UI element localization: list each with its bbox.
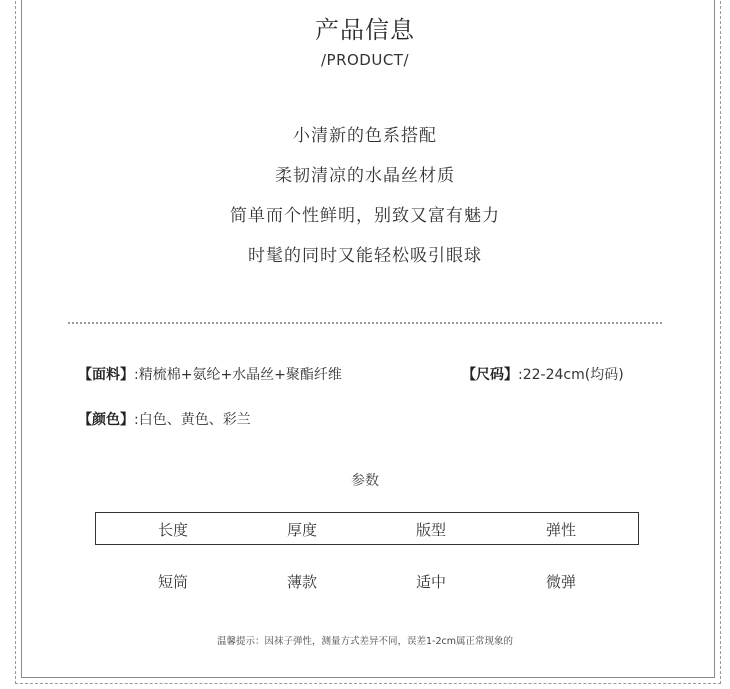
spec-fabric [78, 364, 342, 384]
slogan-list [0, 124, 730, 284]
spec-color-key: 【颜色】 [78, 412, 134, 428]
slogan-line: 柔韧清凉的水晶丝材质 [275, 166, 455, 186]
param-value-fit: 适中 [415, 573, 446, 591]
param-header-elasticity: 弹性 [545, 521, 576, 539]
slogan-line: 简单而个性鲜明，别致又富有魅力 [230, 206, 500, 226]
spec-fabric-key: 【面料】 [78, 367, 134, 383]
param-value-thickness: 薄款 [286, 573, 317, 591]
param-value-elasticity: 微弹 [545, 573, 576, 591]
params-title: 参数 [351, 473, 379, 489]
page-title: 产品信息 [315, 16, 415, 44]
spec-size [462, 364, 624, 384]
tip-note: 温馨提示：因袜子弹性，测量方式差异不同，误差1-2cm属正常现象的 [217, 636, 513, 647]
spec-size-key: 【尺码】 [462, 367, 518, 383]
dotted-divider [68, 322, 662, 324]
spec-color [78, 409, 251, 429]
param-header-thickness: 厚度 [286, 521, 317, 539]
spec-size-value: :22-24cm(均码) [518, 367, 624, 383]
spec-color-value: :白色、黄色、彩兰 [134, 412, 251, 428]
param-header-fit: 版型 [415, 521, 446, 539]
spec-fabric-value: :精梳棉+氨纶+水晶丝+聚酯纤维 [134, 367, 342, 383]
param-value-length: 短筒 [157, 573, 188, 591]
slogan-line: 时髦的同时又能轻松吸引眼球 [248, 246, 482, 266]
slogan-line: 小清新的色系搭配 [293, 126, 437, 146]
param-header-length: 长度 [157, 521, 188, 539]
page-subtitle: /PRODUCT/ [320, 51, 410, 69]
